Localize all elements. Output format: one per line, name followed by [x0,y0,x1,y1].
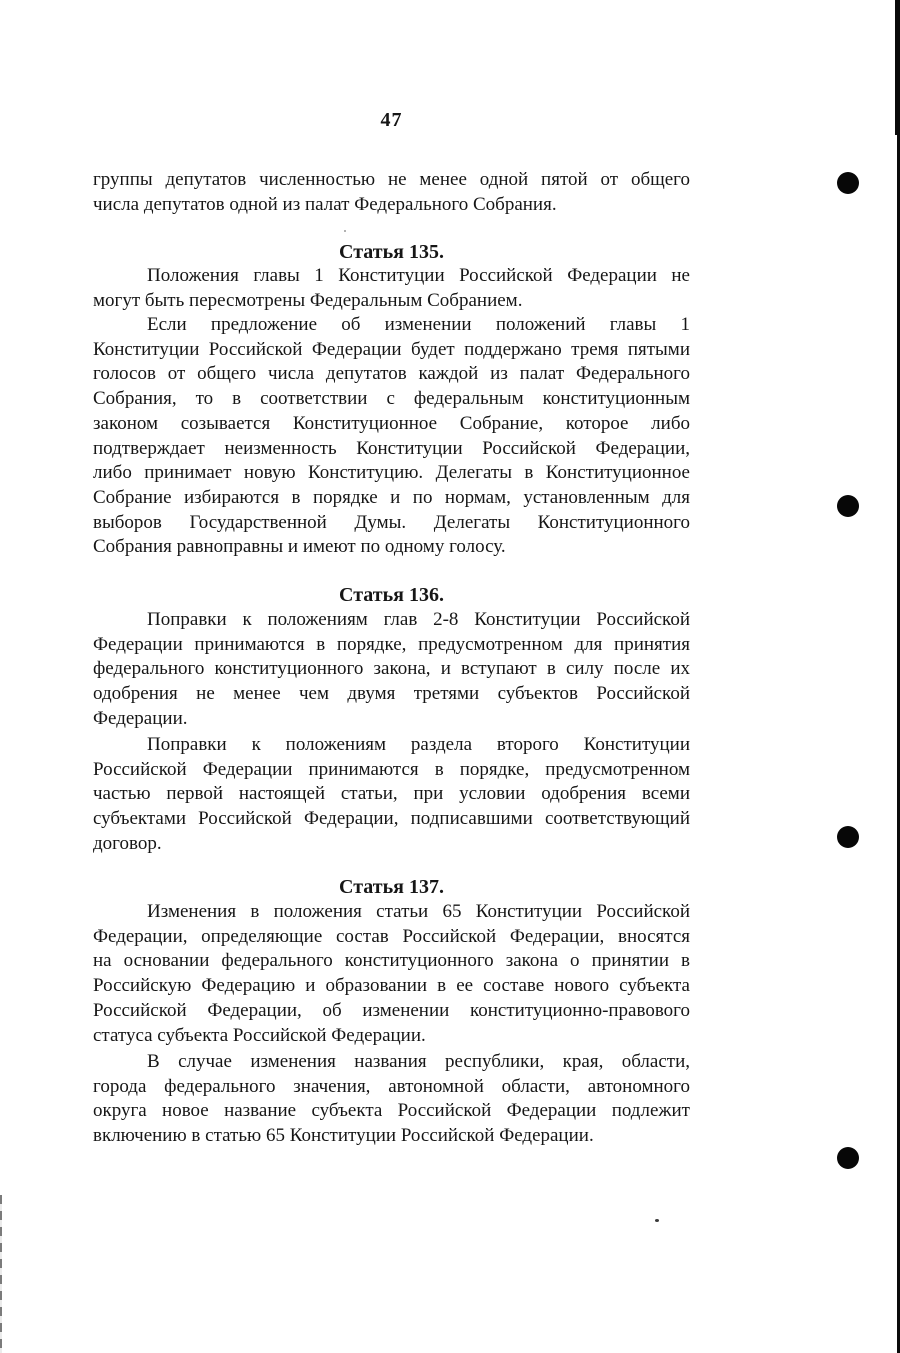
paragraph-article-135-1 [93,264,690,313]
article-heading-135: Статья 135. [339,241,444,263]
text-line: группы депутатов численностью не менее одной пятой от общего [93,169,690,190]
scan-artifact-line [0,1195,2,1353]
text-line: включению в статью 65 Конституции Российской Федерации. [93,1125,594,1147]
text-line: Положения главы 1 Конституции Российской Федерации не [147,265,690,286]
text-line: на основании федерального конституционного закона о принятии в [93,950,690,972]
text-line: голосов от общего числа депутатов каждой из палат Федерального [93,363,690,385]
paragraph-continuation [93,168,690,217]
paragraph-article-137-1 [93,900,690,1048]
paragraph-article-136-2 [93,733,690,857]
text-line: одобрения не менее чем двумя третями субъектов Российской [93,683,690,705]
text-line: Федерации принимаются в порядке, предусмотренном для принятия [93,633,690,655]
text-line: Собрания, то в соответствии с федеральным конституционным [93,388,690,410]
text-line: города федерального значения, автономной области, автономного [93,1075,690,1097]
text-line: федерального конституционного закона, и вступают в силу после их [93,658,690,680]
text-line: Если предложение об изменении положений главы 1 [147,314,690,335]
text-column [93,0,690,1353]
text-line: законом созывается Конституционное Собрание, которое либо [93,412,690,434]
page-number: 47 [380,109,403,131]
text-line: выборов Государственной Думы. Делегаты Конституционного [93,511,690,533]
page-edge-line-top [895,0,900,135]
text-line: статуса субъекта Российской Федерации. [93,1024,426,1046]
text-line: округа новое название субъекта Российской Федерации подлежит [93,1100,690,1122]
punch-hole-mark [837,1147,859,1169]
text-line: Конституции Российской Федерации будет поддержано тремя пятыми [93,338,690,360]
text-line: В случае изменения названия республики, края, области, [147,1051,690,1072]
punch-hole-mark [837,495,859,517]
text-line: Российскую Федерацию и образовании в ее составе нового субъекта [93,975,690,997]
text-line: Федерации, определяющие состав Российской Федерации, вносятся [93,925,690,947]
text-line: частью первой настоящей статьи, при условии одобрения всеми [93,783,690,805]
paragraph-article-135-2 [93,313,690,560]
text-line: могут быть пересмотрены Федеральным Собранием. [93,289,523,311]
text-line: Федерации. [93,707,188,729]
text-line: Поправки к положениям глав 2-8 Конституции Российской [147,609,690,630]
text-line: Собрание избираются в порядке и по нормам, установленным для [93,486,690,508]
punch-hole-mark [837,172,859,194]
text-line: подтверждает неизменность Конституции Российской Федерации, [93,437,690,459]
article-heading-137: Статья 137. [339,876,444,898]
text-line: Собрания равноправны и имеют по одному голосу. [93,536,506,558]
text-line: либо принимает новую Конституцию. Делегаты в Конституционное [93,462,690,484]
text-line: числа депутатов одной из палат Федерального Собрания. [93,193,557,215]
text-line: субъектами Российской Федерации, подписавшими соответствующий [93,808,690,830]
text-line: Поправки к положениям раздела второго Конституции [147,734,690,755]
text-line: Российской Федерации, об изменении конституционно-правового [93,999,690,1021]
punch-hole-mark [837,826,859,848]
paragraph-article-137-2 [93,1050,690,1149]
text-line: договор. [93,832,162,854]
article-heading-136: Статья 136. [339,584,444,606]
paragraph-article-136-1 [93,608,690,732]
text-line: Изменения в положения статьи 65 Конституции Российской [147,901,690,922]
text-line: Российской Федерации принимаются в порядке, предусмотренном [93,758,690,780]
